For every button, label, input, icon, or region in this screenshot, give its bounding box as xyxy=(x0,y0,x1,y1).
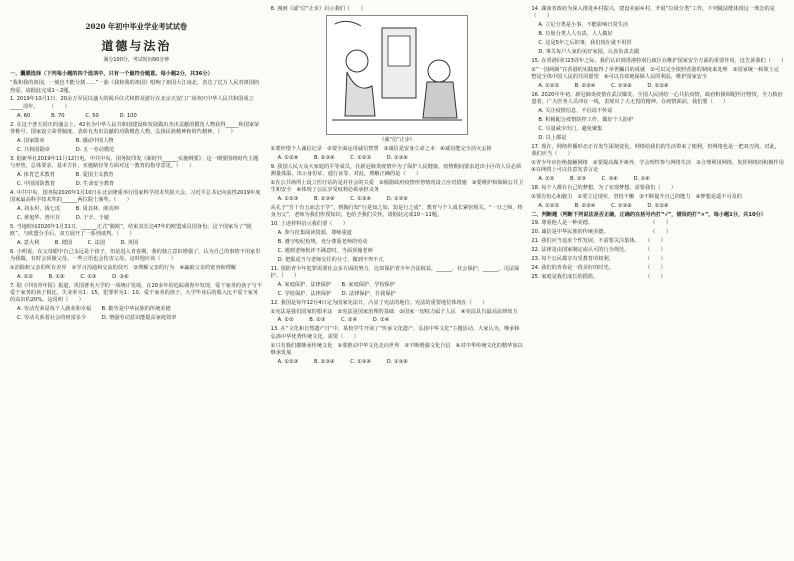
subject-title: 道德与法治 xyxy=(101,39,172,54)
question-text: 7. 据《中国青年报》报道，英国著名大学的一项统计发现，在20多年的追踪调查中发现，爱干家务的孩子与不爱干家务的孩子相比，失业率为1：15，犯罪率为1：10，爱干家务的孩子，大学毕业后的收入比不爱干家务的高出约20%。这说明（ ） xyxy=(10,282,262,304)
question-text: 2. 在这个普天同庆的盛会上，42名为中华人民共和国建设和发展做出杰出贡献的模范人物获得_____和国家荣誉称号。国家设立荣誉制度，表彰有杰出贡献的功勋模范人物，弘扬民族精神和时代精神。（ ） xyxy=(10,121,260,135)
question-text: 5. 当地时间2020年1月31日，______正式“脱欧”，结束其长达47年的欧盟成员国身份。这个国家为了“脱欧”，与欧盟分手后，双方展开了一系列谈判。（ ） xyxy=(10,223,252,237)
answer-options: C. 学校保护、法律保护 D. 法律保护、自我保护 xyxy=(277,290,396,297)
question-text: 4. 中共中央、国务院2020年1月10日在北京隆重举行国家科学技术奖励大会，习近平总书记向获得2019年度国家最高科学技术奖的______两位院士颁奖。（ ） xyxy=(10,189,261,203)
answer-options: A. 立足分类是小事，不能影响日常生活 xyxy=(538,22,629,29)
answer-options: C. 这是5年之后的事，我们现在就不用管 xyxy=(538,40,632,46)
question-text: ①消除和父亲的所有差异 ②学习沟通和交流的技巧 ③理解父亲的行为 ④赢取父亲的宽容和理解 xyxy=(10,264,237,271)
question-text: 23. 每个公民都享有受教育的权利。 （ ） xyxy=(531,255,666,262)
answer-options: C. 劳动关系着社会的财富多少 D. 增强劳动意识能提高家庭效率 xyxy=(17,315,177,322)
question-text: 11. 预防青少年犯罪需要社会多方面的努力，比如保护青少年合法权益，______，社会保护，______，司法保护。（ ） xyxy=(270,265,520,280)
cartoon-image xyxy=(326,15,468,135)
answer-options: A. 家庭保护、法律保护 B. 家庭保护、学校保护 xyxy=(277,281,396,288)
question-text: 9. 我国人民大众大家庭的平等成员。在新冠肺炎疫情中为了保护人民健康，疫情期间要求进出小区的人员必须测量体温，出示身份证、通行证等。对此，理解正确的是（ ） xyxy=(270,163,522,178)
section-heading: 二、判断题（判断下列说法是否正确，正确的在括号内打“√”，错误的打“×”，每小题1分，共10分） xyxy=(531,211,766,218)
score-line: 满分100分，考试时间90分钟 xyxy=(103,57,170,64)
answer-options: A. ①②③ B. ②③④ C. ①③④ D. ①②④ xyxy=(277,358,408,365)
answer-options: A. ①②③ B. ②③④ C. ①③④ D. ①②④ xyxy=(277,196,408,203)
answer-options: B. 垃圾分类人人有责，人人做好 xyxy=(538,31,613,38)
answer-options: A. ①②③ B. ②③④ C. ①③④ D. ①②④ xyxy=(538,202,669,209)
question-text: ①青少年应拒绝接触网络 ②要提高媒介素养，学会理性参与网络生活 ③合理利用网络，发挥网络的积极作用 ④在网络上可以任意发表言论 xyxy=(531,159,790,174)
answer-options: C. 黄旭华、曾庆存 D. 于辛、于敏 xyxy=(17,214,110,221)
answer-options: B. 积极配合疫情防控工作，做好个人防护 xyxy=(538,116,634,123)
answer-options: A. ①② B. ②③ C. ③④ D. ①④ xyxy=(538,176,651,182)
question-text: ①在公共场所上设立医疗站的是对社会的关爱 ②根据政府疫情形势情况设立应对措施 ③要维护和保障公共卫生和安全 ④体现了公民享受权利必须承担义务 xyxy=(270,179,524,194)
question-text: 3. 据新华社2019年11月12日电，中共中央、国务院印发《新时代______实施纲要》，这一纲要围绕时代主题与形势，总体要求、基本方针、实施路径等方面对这一教育的指导意见。（ ） xyxy=(10,155,259,169)
question-text: 6. 小明说，在父母眼中自己永远是个孩子，但是进入青春期，我的独立意识增强了，认为自己的事情不用家里为我做，有时会顶撞父母，一些言语也会伤害父母。这时他应该（ ） xyxy=(10,248,261,263)
question-text: 24. 我们的青春是一段美好的时光。 （ ） xyxy=(531,264,666,271)
question-text: 17. 现在，网络传播形态正在发生深刻变化，网络给我们的生活带来了便利，但网络也是一把双刃剑。对此，我们应当（ ） xyxy=(531,143,780,157)
question-text: 10. 上述材料启示我们要（ ） xyxy=(270,221,349,228)
cartoon-caption: 《诚“信”止步》 xyxy=(379,137,415,144)
column-3-questions xyxy=(531,6,790,281)
question-text: ①宪法是我们国家的根本法 ②宪法是国家治理的基础 ③国家一切权力属于人民 ④宪法具有最高法律效力 xyxy=(270,308,518,315)
question-text: ①要有恒心和毅力 ②要立足现实，坚持不懈 ③不断提升自己的能力 ④梦想是遥不可及的 xyxy=(531,193,742,200)
answer-options: A. ①② B. ①③ C. ②④ D. ①④ xyxy=(277,317,390,324)
question-text: 21. 我们应当追求个性发展，不需要关注集体。 （ ） xyxy=(531,238,666,245)
answer-options: A. 60 B. 70 C. 50 D. 100 xyxy=(17,112,137,119)
answer-options: A. 刘永坦、钱七虎 B. 周其林、薛其坤 xyxy=(17,205,119,212)
question-text: 25. 家庭是我们成长的摇篮。 （ ） xyxy=(531,273,666,280)
exam-title: 2020 年初中毕业学业考试试卷 xyxy=(85,22,188,31)
answer-options: C. 共和国勋章 D. 五一劳动模范 xyxy=(17,146,115,153)
question-text: ①要珍惜个人诚信记录 ②要全面运用诚信智慧 ③诚信是安身立命之本 ④诚信能完全消灭丢掉 xyxy=(270,145,492,152)
answer-options: A. ①②③ B. ②③④ C. ①③④ D. ①②④ xyxy=(538,82,669,89)
answer-options: A. ①② B. ①④ C. ②③ D. ③④ xyxy=(17,273,129,280)
question-text: “我和我的祖国，一刻也不能分割……”一曲《我和我的祖国》唱响了祖国大江南北，表达了亿万人民对祖国的热爱。请据此完成1～2题。 xyxy=(10,80,260,94)
column-1-questions xyxy=(10,71,263,322)
question-text: 16. 2020年年初，新冠肺炎疫情在武汉爆发，全国人民团结一心共抗疫情，政府积极调配医疗物资，全力救治患者，广大医务人员冲在一线，表现出了大无畏的精神。在疫情面前，我们要（ ） xyxy=(531,91,783,106)
answer-options: D. 把握适当与老师交往的分寸，做到不卑不亢 xyxy=(277,256,384,263)
question-text: ①只有我们都继承传统文化 ②要推动中华文化走向世界 ③不断增强文化自信 ④对中华传统文化的精华加以继承发展 xyxy=(270,342,523,356)
question-text: 1. 2019年10月1日，20余万军民以盛大的阅兵仪式和群众游行在北京天安门广场欢庆中华人民共和国成立_____周年。 （ ） xyxy=(10,96,254,110)
question-text: 8. 漫画《诚“信”止步》启示我们（ ） xyxy=(270,6,366,12)
answer-options: A. 劳动光荣是每个人就业和幸福 B. 勤劳是中华民族的传统美德 xyxy=(17,306,171,313)
answer-options: C. 尽量减少出门，避免聚集 xyxy=(538,125,603,132)
question-text: 22. 法律是由国家制定或认可的行为规范。 （ ） xyxy=(531,247,666,253)
question-text: 12. 我国是每年12月4日定为国家宪法日，凸显了宪法的地位。宪法的重要地位体现在（ ） xyxy=(270,299,488,306)
question-text: 15. 在香港回归23周年之际，我们认识到香港特别行政区在维护国家安全方面的重要作用，这告诉我们（ ） xyxy=(531,57,787,64)
answer-options: A. 意大利 B. 德国 C. 法国 D. 英国 xyxy=(17,239,139,246)
answer-options: C. 遇到老师批评不满意时，当面顶撞老师 xyxy=(277,247,373,254)
question-text: 14. 湖南省政府为深入推进乡村振兴，建设美丽乡村，开展“垃圾分类”工作。下列做法能体现这一理念的是（ ） xyxy=(531,6,775,20)
answer-options: D. 以上都是 xyxy=(538,134,567,141)
question-text: 从孔子“吾十有五而志于学”，到陶行知“行是知之始，知是行之成”，教育与个人成长紧密相关。“一日之师，终身为父”，老师为我们传授知识，也给予我们关怀。请据此完成10～11题。 xyxy=(270,205,523,219)
answer-options: A. 国家勋章 B. 感动中国人物 xyxy=(17,137,114,144)
answer-options: C. 中国国防教育 D. 生命安全教育 xyxy=(17,180,115,187)
column-2 xyxy=(271,6,524,555)
question-text: 13. 在“文化和自然遗产日”中，某校学生开展了“传承文化遗产，弘扬中华文化”主题活动，大家认为，继承和弘扬中华优秀传统文化，需要（ ） xyxy=(270,326,520,340)
question-text: 18. 每个人都有自己的梦想，为了实现梦想，需要我们（ ） xyxy=(531,184,677,191)
column-2-questions xyxy=(271,6,524,366)
column-1 xyxy=(10,6,263,555)
column-3 xyxy=(531,6,790,555)
question-text: 19. 尊重他人是一种美德。 （ ） xyxy=(531,220,671,227)
question-text: ①“一国两制”在香港的实践取得了举世瞩目的成就 ②可以完全依照香港的制度来处理 ③国家统一和领土完整是全体中国人民的共同愿望 ④可以有效地保障人民的利益，维护国家安全 xyxy=(531,66,779,80)
answer-options: B. 遵守校纪校规，充分尊重老师的劳动 xyxy=(277,239,368,246)
answer-options: A. 关注疫情信息，不信谣不传谣 xyxy=(538,108,613,114)
answer-options: D. 事关每户人家的美好家园，认真负责去做 xyxy=(538,48,640,55)
section-heading: 一、囊膜选择（下列每小题的四个选项中，只有一个最符合题意。每小题2分，共36分） xyxy=(10,71,213,78)
question-text: 20. 诚信是中华民族的传统美德。 （ ） xyxy=(531,229,671,236)
answer-options: A. 体育艺术教育 B. 爱国主义教育 xyxy=(17,171,114,178)
answer-options: A. ①②④ B. ②③④ C. ①②③ D. ①③④ xyxy=(277,154,408,161)
answer-options: A. 参与征集阅读资源，尊师重道 xyxy=(277,230,352,237)
